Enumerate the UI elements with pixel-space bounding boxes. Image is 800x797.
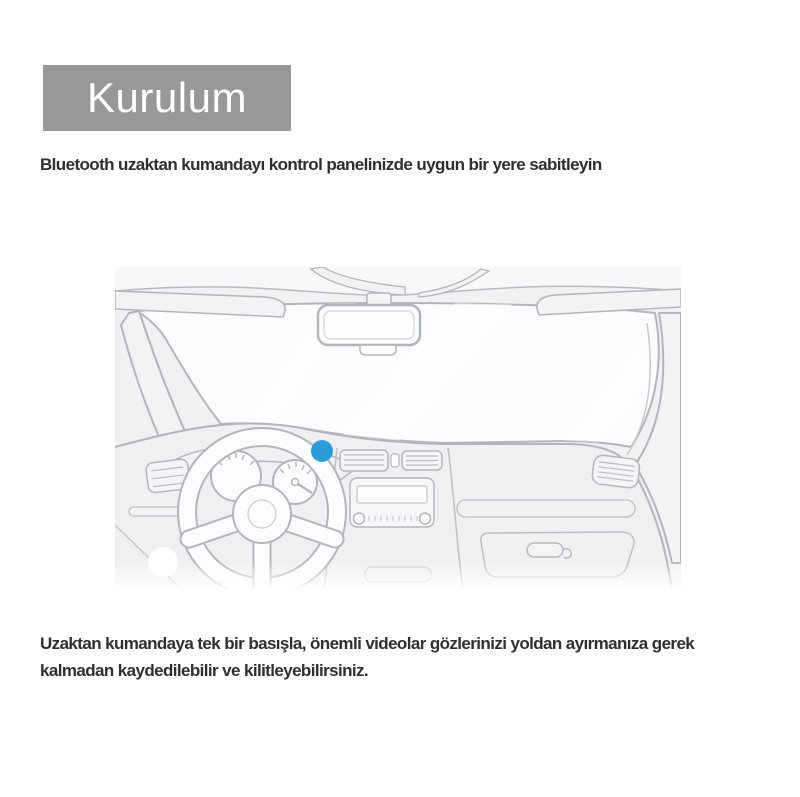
right-air-vent (591, 454, 640, 488)
car-interior-diagram (115, 267, 681, 591)
installation-figure (115, 267, 681, 591)
instruction-text-bottom (40, 630, 780, 684)
instruction-bottom-line-1: Uzaktan kumandaya tek bir basışla, önemli videolar gözlerinizi yoldan ayırmanıza gerek (40, 634, 695, 653)
instruction-bottom-line-2: kalmadan kaydedilebilir ve kilitleyebilirsiniz. (40, 661, 369, 680)
right-dash-trim (457, 500, 635, 517)
section-header (43, 65, 291, 131)
instruction-text-top: Bluetooth uzaktan kumandayı kontrol panelinizde uygun bir yere sabitleyin (40, 155, 602, 174)
section-title: Kurulum (87, 74, 247, 121)
steering-wheel-hub (233, 485, 291, 543)
radio-head-unit (350, 478, 434, 527)
bottom-fade (115, 561, 681, 591)
glovebox-handle (527, 543, 563, 557)
remote-placement-marker-dot (311, 440, 333, 462)
